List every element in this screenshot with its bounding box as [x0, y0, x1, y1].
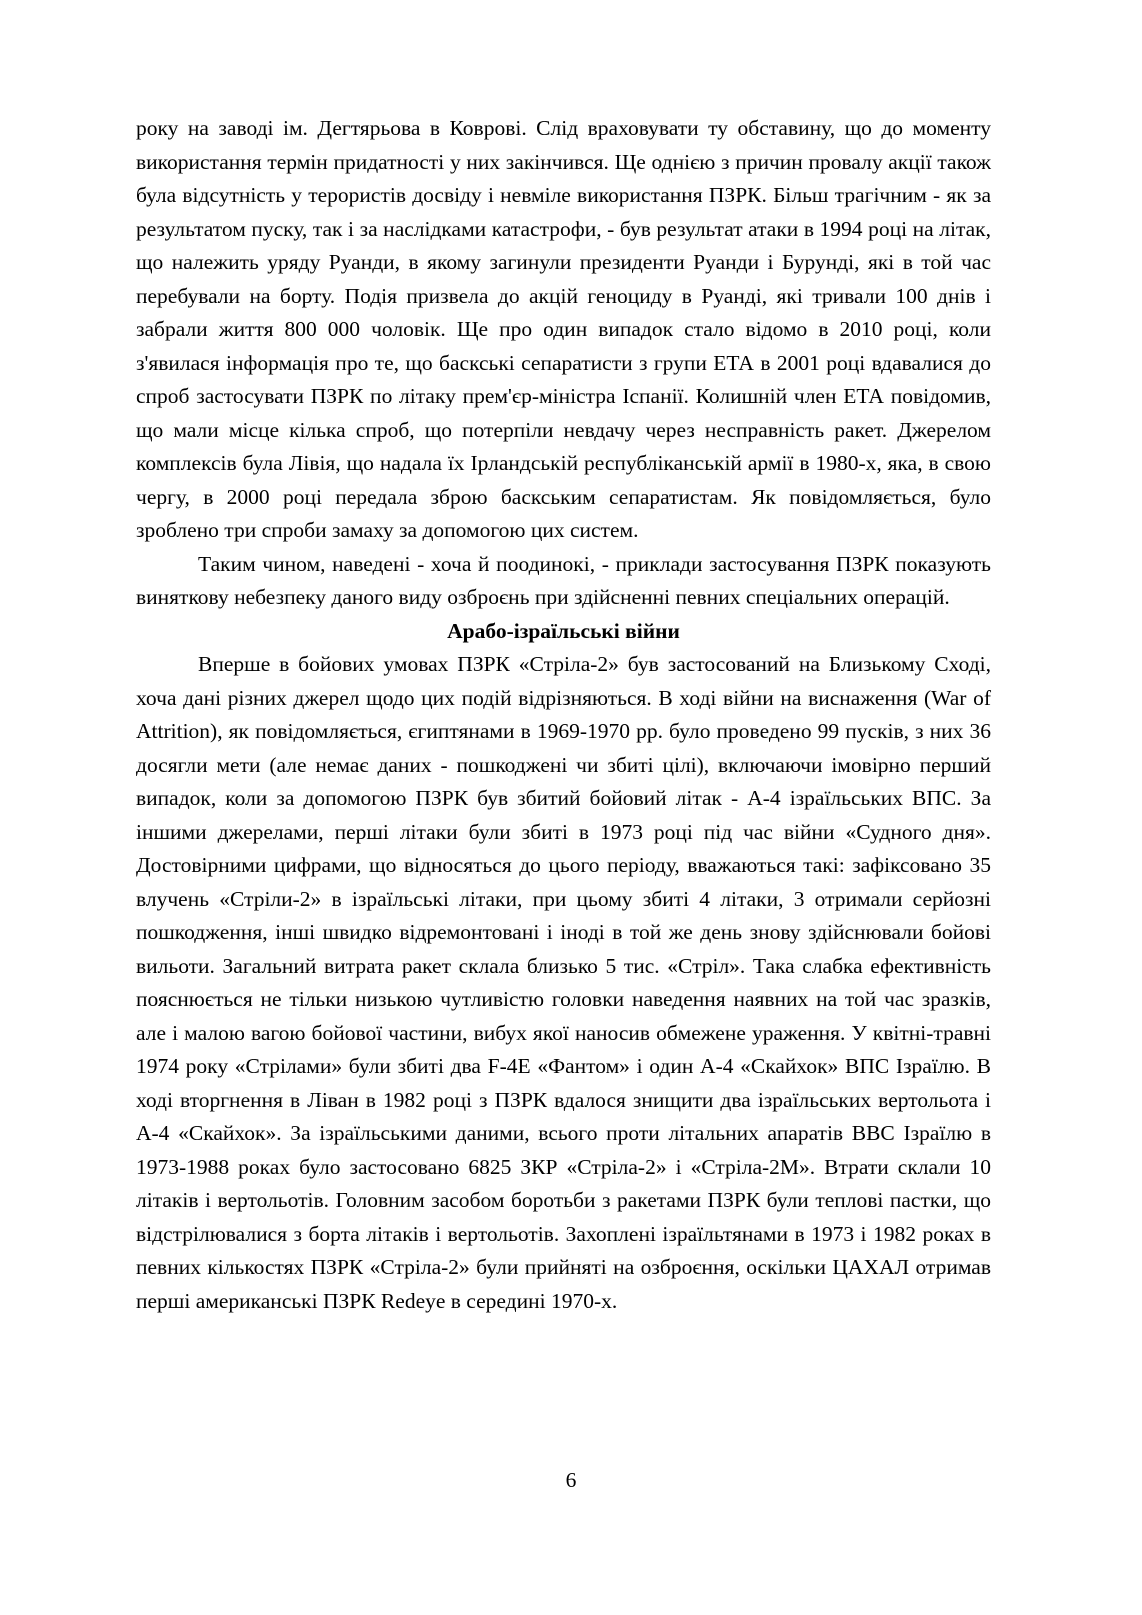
page-number: 6 [565, 1468, 577, 1492]
paragraph-conclusion: Таким чином, наведені - хоча й поодинокі, - приклади застосування ПЗРК показують виняткову небезпеку даного виду озброєнь при здійсненні певних спеціальних операцій. [136, 551, 991, 609]
page-content [136, 112, 991, 1318]
section-heading: Арабо-ізраїльські війни [447, 618, 680, 643]
paragraph-continuation: року на заводі ім. Дегтярьова в Коврові. Слід враховувати ту обставину, що до моменту використання термін придатності у них закінчився. Ще однією з причин провалу акції також була відсутність у терористів досвіду і невміле використання ПЗРК. Більш трагічним - як за результатом пуску, так і за наслідками катастрофи, - був результат атаки в 1994 році на літак, що належить уряду Руанди, в якому загинули президенти Руанди і Бурунді, які в той час перебували на борту. Подія призвела до акцій геноциду в Руанді, які тривали 100 днів і забрали життя 800 000 чоловік. Ще про один випадок стало відомо в 2010 році, коли з'явилася інформація про те, що баскські сепаратисти з групи ЕТА в 2001 році вдавалися до спроб застосувати ПЗРК по літаку прем'єр-міністра Іспанії. Колишній член ЕТА повідомив, що мали місце кілька спроб, що потерпіли невдачу через несправність ракет. Джерелом комплексів була Лівія, що надала їх Ірландській республіканській армії в 1980-х, яка, в свою чергу, в 2000 році передала зброю баскським сепаратистам. Як повідомляється, було зроблено три спроби замаху за допомогою цих систем. [136, 116, 991, 542]
paragraph-arab-israeli-wars: Вперше в бойових умовах ПЗРК «Стріла-2» був застосований на Близькому Сході, хоча дані різних джерел щодо цих подій відрізняються. В ході війни на виснаження (War of Attrition), як повідомляється, єгиптянами в 1969-1970 рр. було проведено 99 пусків, з них 36 досягли мети (але немає даних - пошкоджені чи збиті цілі), включаючи імовірно перший випадок, коли за допомогою ПЗРК був збитий бойовий літак - А-4 ізраїльських ВПС. За іншими джерелами, перші літаки були збиті в 1973 році під час війни «Судного дня». Достовірними цифрами, що відносяться до цього періоду, вважаються такі: зафіксовано 35 влучень «Стріли-2» в ізраїльські літаки, при цьому збиті 4 літаки, 3 отримали серйозні пошкодження, інші швидко відремонтовані і іноді в той же день знову здійснювали бойові вильоти. Загальний витрата ракет склала близько 5 тис. «Стріл». Така слабка ефективність пояснюється не тільки низькою чутливістю головки наведення наявних на той час зразків, але і малою вагою бойової частини, вибух якої наносив обмежене ураження. У квітні-травні 1974 року «Стрілами» були збиті два F-4E «Фантом» і один А-4 «Скайхок» ВПС Ізраїлю. В ході вторгнення в Ліван в 1982 році з ПЗРК вдалося знищити два ізраїльських вертольота і А-4 «Скайхок». За ізраїльськими даними, всього проти літальних апаратів ВВС Ізраїлю в 1973-1988 роках було застосовано 6825 ЗКР «Стріла-2» і «Стріла-2М». Втрати склали 10 літаків і вертольотів. Головним засобом боротьби з ракетами ПЗРК були теплові пастки, що відстрілювалися з борта літаків і вертольотів. Захоплені ізраїльтянами в 1973 і 1982 роках в певних кількостях ПЗРК «Стріла-2» були прийняті на озброєння, оскільки ЦАХАЛ отримав перші американські ПЗРК Redeye в середині 1970-х. [136, 652, 991, 1313]
